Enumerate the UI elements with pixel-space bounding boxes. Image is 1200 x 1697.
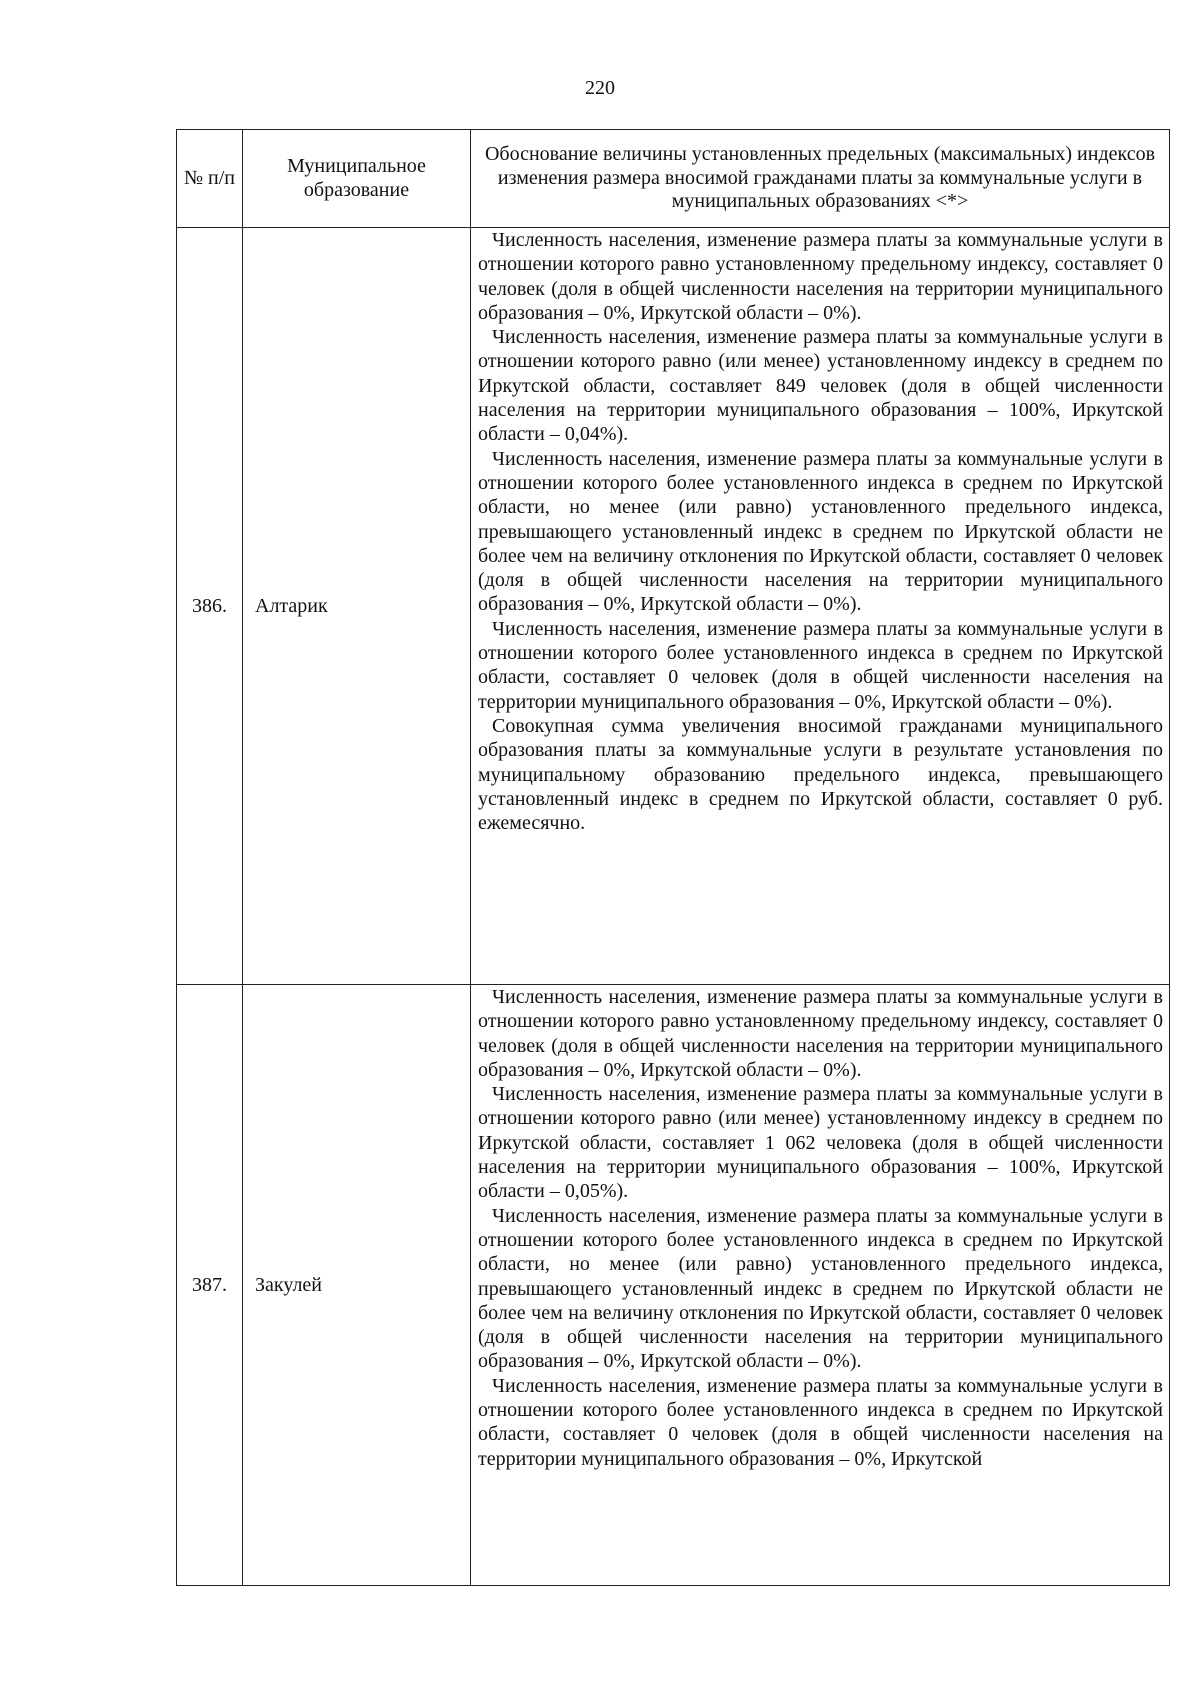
table-row [177, 985, 1170, 1586]
table-header-row [177, 130, 1170, 228]
justification-text-block [478, 985, 1163, 1585]
justification-cell [471, 985, 1170, 1586]
municipal-index-table [176, 129, 1170, 1586]
header-municipality-label: Муниципальное образование [287, 155, 426, 201]
justification-paragraph: Численность населения, изменение размера платы за коммунальные услуги в отношении которого равно установленному предельному индексу, составляет 0 человек (доля в общей численности населения на территории муниципального образования – 0%, Иркутской области – 0%). [478, 229, 1163, 324]
header-number [177, 130, 243, 228]
justification-cell [471, 228, 1170, 985]
justification-paragraph: Численность населения, изменение размера платы за коммунальные услуги в отношении которого равно (или менее) установленному индексу в среднем по Иркутской области, составляет 849 человек (доля в общей численности населения на территории муниципального образования – 100%, Иркутской области – 0,04%). [478, 326, 1163, 446]
row-number: 386. [177, 228, 243, 985]
header-justification-label: Обоснование величины установленных предельных (максимальных) индексов изменения размера вносимой гражданами платы за коммунальные услуги в муниципальных образованиях <*> [484, 143, 1156, 213]
justification-paragraph: Численность населения, изменение размера платы за коммунальные услуги в отношении которого более установленного индекса в среднем по Иркутской области, составляет 0 человек (доля в общей численности населения на территории муниципального образования – 0%, Иркутской области – 0%). [478, 617, 1163, 713]
justification-paragraph: Численность населения, изменение размера платы за коммунальные услуги в отношении которого более установленного индекса в среднем по Иркутской области, но менее (или равно) установленного предельного индекса, превышающего установленный индекс в среднем по Иркутской области не более чем на величину отклонения по Иркутской области, составляет 0 человек (доля в общей численности населения на территории муниципального образования – 0%, Иркутской области – 0%). [478, 1204, 1163, 1373]
municipality-name: Алтарик [243, 228, 471, 985]
page-number: 220 [585, 77, 615, 99]
justification-paragraph: Численность населения, изменение размера платы за коммунальные услуги в отношении которого более установленного индекса в среднем по Иркутской области, но менее (или равно) установленного предельного индекса, превышающего установленный индекс в среднем по Иркутской области не более чем на величину отклонения по Иркутской области, составляет 0 человек (доля в общей численности населения на территории муниципального образования – 0%, Иркутской области – 0%). [478, 447, 1163, 616]
justification-paragraph: Численность населения, изменение размера платы за коммунальные услуги в отношении которого равно установленному предельному индексу, составляет 0 человек (доля в общей численности населения на территории муниципального образования – 0%, Иркутской области – 0%). [478, 986, 1163, 1081]
justification-paragraph: Совокупная сумма увеличения вносимой гражданами муниципального образования платы за коммунальные услуги в результате установления по муниципальному образованию предельного индекса, превышающего установленный индекс в среднем по Иркутской области, составляет 0 руб. ежемесячно. [478, 714, 1163, 835]
header-number-label: № п/п [183, 166, 236, 189]
municipality-name: Закулей [243, 985, 471, 1586]
row-number: 387. [177, 985, 243, 1586]
table-row [177, 228, 1170, 985]
header-justification [471, 130, 1170, 228]
justification-paragraph: Численность населения, изменение размера платы за коммунальные услуги в отношении которого более установленного индекса в среднем по Иркутской области, составляет 0 человек (доля в общей численности населения на территории муниципального образования – 0%, Иркутской [478, 1374, 1163, 1470]
justification-paragraph: Численность населения, изменение размера платы за коммунальные услуги в отношении которого равно (или менее) установленному индексу в среднем по Иркутской области, составляет 1 062 человека (доля в общей численности населения на территории муниципального образования – 100%, Иркутской области – 0,05%). [478, 1083, 1163, 1203]
header-municipality [243, 130, 471, 228]
